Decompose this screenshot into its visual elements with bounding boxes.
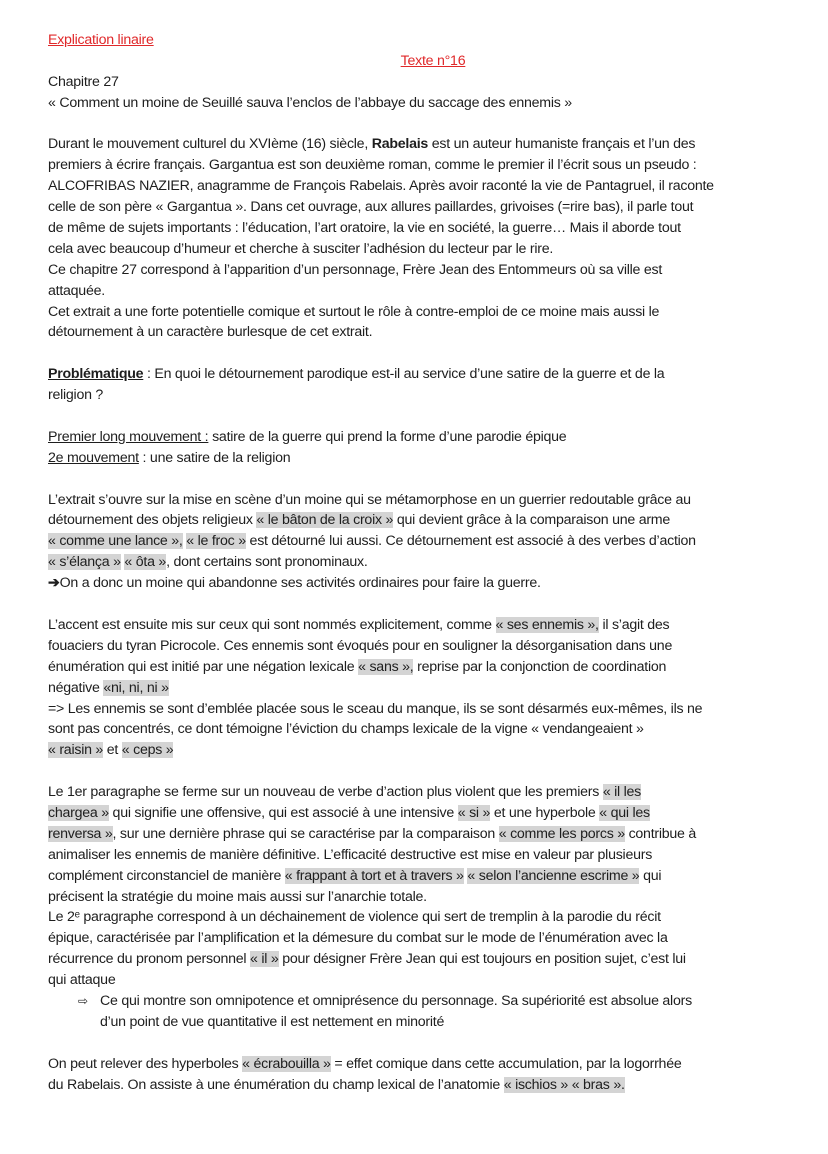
highlighted-quote: « s’élança » [48,554,121,571]
text-line [48,928,818,949]
text-segment: de même de sujets importants : l’éducation, l’art oratoire, la vie en société, la guerre… Mais il aborde tout [48,220,681,237]
text-segment: précisent la stratégie du moine mais aussi sur l’anarchie totale. [48,888,427,905]
text-line [48,490,818,511]
text-segment: sont pas concentrés, ce dont témoigne l’éviction du champs lexicale de la vigne « vendangeaient » [48,721,644,738]
text-segment: attaquée. [48,282,105,299]
text-segment: = effet comique dans cette accumulation, par la logorrhée [330,1055,682,1072]
text-segment: récurrence du pronom personnel [48,951,251,968]
text-segment: L’accent est ensuite mis sur ceux qui sont nommés explicitement, comme [48,616,496,633]
highlighted-quote: renversa » [48,825,113,842]
text-segment: qui attaque [48,972,116,989]
text-line [48,448,818,469]
text-segment: reprise par la conjonction de coordination [413,658,667,675]
highlighted-quote: chargea » [48,804,109,821]
text-segment: Ce qui montre son omnipotence et omniprésence du personnage. Sa supériorité est absolue alors [100,992,692,1009]
text-segment: On peut relever des hyperboles [48,1055,243,1072]
text-line [48,615,818,636]
text-segment: Chapitre 27 [48,73,119,90]
text-segment: pour désigner Frère Jean qui est toujours en position sujet, c’est lui [278,951,686,968]
text-line [48,866,818,887]
text-segment: On a donc un moine qui abandonne ses activités ordinaires pour faire la guerre. [59,575,541,592]
text-segment: détournement des objets religieux [48,512,257,529]
highlighted-quote: « écrabouilla » [242,1055,331,1072]
highlighted-quote: « ceps » [121,742,174,759]
text-line [48,385,818,406]
text-segment: Texte n°16 [400,52,466,69]
text-segment: ALCOFRIBAS NAZIER, anagramme de François Rabelais. Après avoir raconté la vie de Pantagruel, il raconte [48,178,714,195]
blank-line [48,469,818,490]
text-segment: Rabelais [371,136,429,153]
text-line [48,260,818,281]
highlighted-quote: « le froc » [186,533,246,550]
text-segment: Premier long mouvement : [48,428,209,445]
blank-line [48,594,818,615]
text-line [48,281,818,302]
text-line [48,93,818,114]
text-line [48,510,818,531]
text-segment: est un auteur humaniste français et l’un des [428,136,696,153]
text-line [48,197,818,218]
blank-line [48,1033,818,1054]
text-line [48,1012,818,1033]
text-segment: du Rabelais. On assiste à une énumération du champ lexical de l’anatomie [48,1076,504,1093]
text-line [48,991,818,1012]
highlighted-quote: « ôta » [124,554,167,571]
arrow-bullet-icon: ⇨ [78,993,88,1008]
text-line [48,699,818,720]
text-line [48,427,818,448]
text-line [48,845,818,866]
text-segment: et [103,742,122,759]
highlighted-quote: « sans », [358,658,414,675]
text-segment: Ce chapitre 27 correspond à l’apparition d’un personnage, Frère Jean des Entommeurs où sa ville est [48,261,663,278]
text-segment: et une hyperbole [490,804,600,821]
text-segment: complément circonstanciel de manière [48,867,285,884]
highlighted-quote: « le bâton de la croix » [256,512,394,529]
text-segment: Explication linaire [48,32,154,48]
text-line [48,322,818,343]
highlighted-quote: «ni, ni, ni » [103,679,169,696]
text-line [48,134,818,155]
text-segment: qui devient grâce à la comparaison une arme [393,512,671,529]
text-line [48,740,818,761]
text-line [48,531,818,552]
highlighted-quote: « ischios » « bras ». [503,1076,625,1093]
text-line [48,364,818,385]
text-segment: premiers à écrire français. Gargantua est son deuxième roman, comme le premier il l’écrit sous un pseudo : [48,157,697,174]
text-line [48,678,818,699]
highlighted-quote: « ses ennemis », [495,616,599,633]
text-segment: Le 2ᵉ paragraphe correspond à un déchainement de violence qui sert de tremplin à la parodie du récit [48,909,661,926]
text-line [48,636,818,657]
text-segment: , sur une dernière phrase qui se caractérise par la comparaison [112,825,499,842]
text-segment: Cet extrait a une forte potentielle comique et surtout le rôle à contre-emploi de ce moine mais aussi le [48,303,660,320]
text-segment: : En quoi le détournement parodique est-il au service d’une satire de la guerre et de la [143,366,665,383]
text-line [48,782,818,803]
highlighted-quote: « selon l’ancienne escrime » [467,867,640,884]
text-segment: animaliser les ennemis de manière définitive. L’efficacité destructive est mise en valeur par plusieurs [48,846,653,863]
text-segment: d’un point de vue quantitative il est nettement en minorité [100,1013,445,1030]
heading-line [48,30,818,51]
text-segment: , dont certains sont pronominaux. [166,554,368,571]
highlighted-quote: « il » [250,951,279,968]
text-segment: est détourné lui aussi. Ce détournement est associé à des verbes d’action [245,533,696,550]
text-line [48,72,818,93]
text-segment: fouaciers du tyran Picrocole. Ces ennemis sont évoqués pour en souligner la désorganisation dans une [48,637,673,654]
highlighted-quote: « frappant à tort et à travers » [284,867,464,884]
text-line [48,949,818,970]
document-page [48,30,818,1095]
text-line [48,907,818,928]
text-segment: détournement à un caractère burlesque de cet extrait. [48,324,373,341]
text-line [48,239,818,260]
blank-line [48,114,818,135]
text-segment: qui [639,867,662,884]
text-segment: épique, caractérisée par l’amplification et la démesure du combat sur le mode de l’énumération avec la [48,930,668,947]
text-segment: négative [48,679,104,696]
highlighted-quote: « comme une lance », [48,533,183,550]
text-line [48,302,818,323]
text-segment: : une satire de la religion [138,449,291,466]
text-segment: énumération qui est initié par une négation lexicale [48,658,359,675]
highlighted-quote: « raisin » [48,742,104,759]
text-line [48,887,818,908]
text-segment: => Les ennemis se sont d’emblée placée sous le sceau du manque, ils se sont désarmés eux-mêmes, ils ne [48,700,703,717]
highlighted-quote: « qui les [599,804,650,821]
text-line [48,657,818,678]
text-segment: Le 1er paragraphe se ferme sur un nouveau de verbe d’action plus violent que les premiers [48,784,603,801]
text-line [48,155,818,176]
text-segment: Problématique [48,366,144,383]
text-line [48,803,818,824]
highlighted-quote: « comme les porcs » [498,825,625,842]
text-line [48,719,818,740]
text-line [48,1054,818,1075]
text-segment: cela avec beaucoup d’humeur et cherche à susciter l’adhésion du lecteur par le rire. [48,240,554,257]
text-segment: satire de la guerre qui prend la forme d’une parodie épique [208,428,567,445]
text-segment: contribue à [624,825,697,842]
highlighted-quote: « il les [602,784,642,801]
text-segment: ➔ [48,575,60,592]
text-line [48,552,818,573]
heading-line [48,51,818,72]
blank-line [48,761,818,782]
text-line [48,573,818,594]
text-segment: religion ? [48,387,104,404]
text-line [48,1075,818,1096]
text-segment: L’extrait s’ouvre sur la mise en scène d’un moine qui se métamorphose en un guerrier redoutable grâce au [48,491,691,508]
blank-line [48,406,818,427]
blank-line [48,343,818,364]
text-segment: « Comment un moine de Seuillé sauva l’enclos de l’abbaye du saccage des ennemis » [48,94,572,111]
text-segment: 2e mouvement [48,449,139,466]
text-segment: il s’agit des [598,616,670,633]
text-line [48,176,818,197]
highlighted-quote: « si » [457,804,491,821]
text-segment: celle de son père « Gargantua ». Dans cet ouvrage, aux allures paillardes, grivoises (=rire bas), il parle tout [48,199,694,216]
text-segment: qui signifie une offensive, qui est associé à une intensive [108,804,458,821]
text-line [48,970,818,991]
text-line [48,218,818,239]
text-line [48,824,818,845]
text-segment: Durant le mouvement culturel du XVIème (16) siècle, [48,136,372,153]
